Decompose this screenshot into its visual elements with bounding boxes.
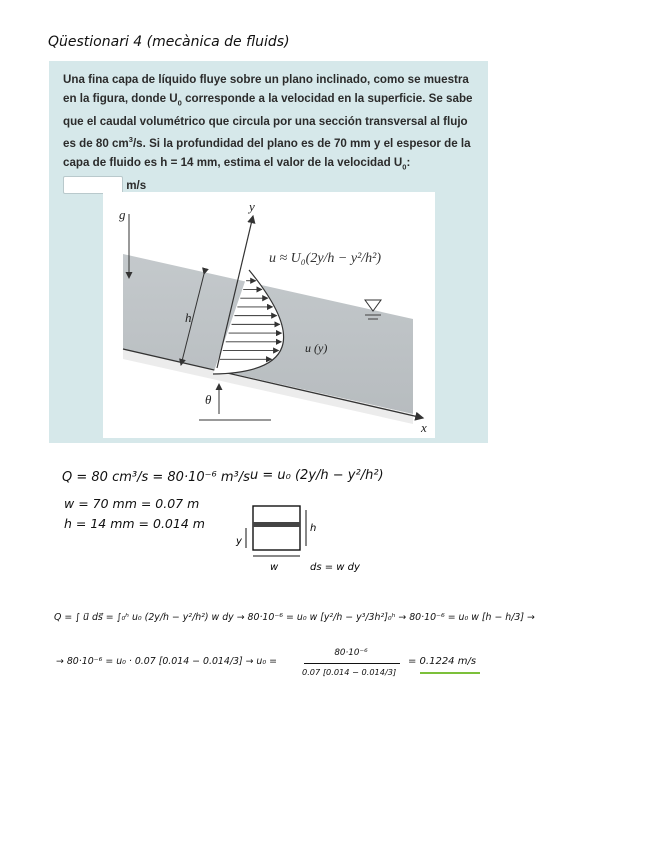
solution-q: Q = 80 cm³/s = 80·10⁻⁶ m³/s <box>62 470 250 485</box>
solution-h: h = 14 mm = 0.014 m <box>64 516 205 531</box>
velocity-equation: u ≈ U₀(2y/h − y²/h²) <box>269 251 382 266</box>
u-of-y-label: u (y) <box>305 341 328 355</box>
h-label: h <box>185 310 192 325</box>
cross-section-strip <box>253 522 300 527</box>
cube-superscript: 3 <box>128 135 133 145</box>
x-axis-label: x <box>421 420 427 435</box>
answer-unit: m/s <box>126 179 147 193</box>
fraction-numerator: 80·10⁻⁶ <box>334 648 368 658</box>
flow-figure <box>103 192 435 438</box>
problem-text-2: corresponde a la velocidad en la superficie. Se sabe que el caudal volumétrico que circula por una sección transversal al flujo es de 80 cm <box>63 91 473 150</box>
fraction-bar <box>304 663 400 664</box>
gravity-label: g <box>119 207 126 222</box>
solution-w: w = 70 mm = 0.07 m <box>64 496 200 511</box>
ds-label: ds = w dy <box>310 562 360 573</box>
fraction-denominator: 0.07 [0.014 − 0.014/3] <box>302 667 397 677</box>
page-title: Qüestionari 4 (mecànica de fluids) <box>48 34 290 50</box>
solution-result: = 0.1224 m/s <box>408 656 477 667</box>
cross-section-rect <box>253 506 300 550</box>
problem-card <box>49 61 488 443</box>
problem-text-1: Una fina capa de líquido fluye sobre un plano inclinado, como se muestra en la figura, donde U <box>63 73 469 105</box>
flow-diagram <box>103 192 435 438</box>
sketch-h-label: h <box>310 523 317 534</box>
u0-subscript-2: 0 <box>402 161 407 171</box>
problem-text <box>63 71 473 196</box>
cross-section-sketch <box>228 498 368 580</box>
problem-text-3: /s. Si la profundidad del plano es de 70 mm y el espesor de la capa de fluido es h = 14 mm, estima el valor de la velocidad U <box>63 136 471 169</box>
problem-text-4: : <box>406 155 411 169</box>
sketch-y-label: y <box>236 536 242 547</box>
u0-subscript-1: 0 <box>177 97 182 107</box>
solution-integral: Q = ∫ u⃗ ds⃗ = ∫₀ʰ u₀ (2y/h − y²/h²) w dy → 80·10⁻⁶ = u₀ w [y²/h − y³/3h²]₀ʰ → 80·10⁻⁶ = u₀ w [h − h/3] → <box>54 612 535 623</box>
solution-u-profile: u = u₀ (2y/h − y²/h²) <box>250 468 384 483</box>
theta-label: θ <box>205 392 212 407</box>
sketch-w-label: w <box>270 562 279 573</box>
result-underline <box>420 672 480 674</box>
y-axis-label: y <box>249 199 255 214</box>
solution-result-prefix: → 80·10⁻⁶ = u₀ · 0.07 [0.014 − 0.014/3] → u₀ = <box>56 656 277 667</box>
